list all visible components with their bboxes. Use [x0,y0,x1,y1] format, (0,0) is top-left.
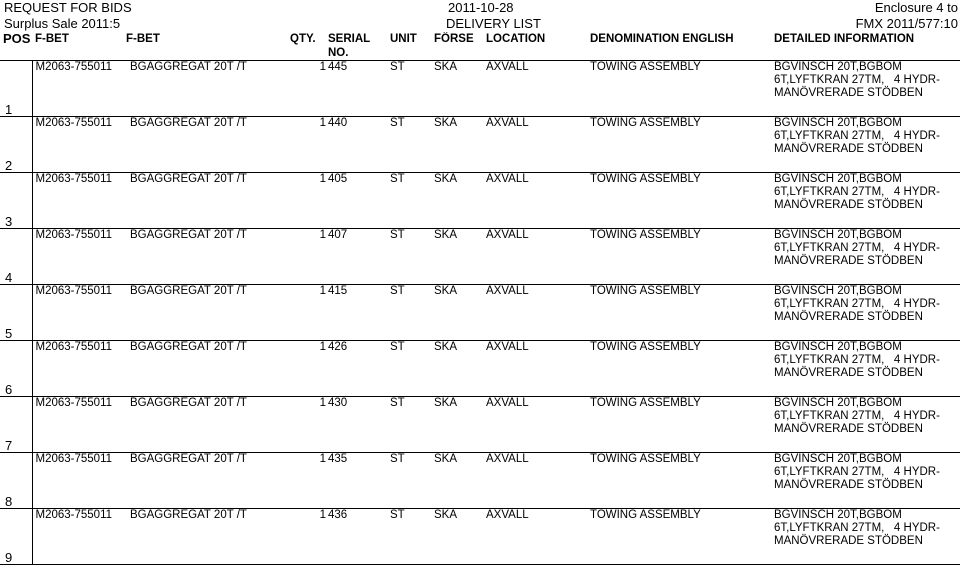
detail-line-3: MANÖVRERADE STÖDBEN [774,423,923,435]
cell-qty: 1 [290,61,328,117]
cell-pos: 3 [0,173,32,229]
col-header-pos: POS [3,32,31,46]
detail-line-1: BGVINSCH 20T,BGBOM [774,453,902,465]
cell-unit: ST [390,453,434,509]
cell-detailed [774,229,960,285]
cell-fbet1: M2063-755011 [32,117,126,173]
col-header-location: LOCATION [486,33,546,45]
table-row [0,285,960,341]
cell-fbet2: BGAGGREGAT 20T /T [126,285,290,341]
cell-forse: SKA [434,341,486,397]
detail-line-2: 6T,LYFTKRAN 27TM, 4 HYDR- [774,522,940,534]
col-header-unit: UNIT [390,33,417,45]
cell-detailed [774,397,960,453]
cell-fbet1: M2063-755011 [32,341,126,397]
cell-denomination: TOWING ASSEMBLY [590,397,774,453]
cell-pos: 7 [0,397,32,453]
table-row [0,341,960,397]
header-left-line1: REQUEST FOR BIDS [4,0,132,15]
cell-fbet2: BGAGGREGAT 20T /T [126,229,290,285]
table-row [0,117,960,173]
cell-unit: ST [390,229,434,285]
detail-line-2: 6T,LYFTKRAN 27TM, 4 HYDR- [774,354,940,366]
cell-fbet1: M2063-755011 [32,61,126,117]
cell-serial: 435 [328,453,390,509]
detail-line-2: 6T,LYFTKRAN 27TM, 4 HYDR- [774,130,940,142]
cell-pos: 5 [0,285,32,341]
cell-fbet2: BGAGGREGAT 20T /T [126,453,290,509]
cell-unit: ST [390,173,434,229]
col-header-qty: QTY. [290,33,316,45]
cell-unit: ST [390,117,434,173]
cell-denomination: TOWING ASSEMBLY [590,341,774,397]
detail-line-2: 6T,LYFTKRAN 27TM, 4 HYDR- [774,466,940,478]
table-row [0,397,960,453]
cell-location: AXVALL [486,509,590,565]
header-right-line1: Enclosure 4 to [874,0,958,15]
col-header-forse: FÖRSE [434,33,474,45]
cell-unit: ST [390,509,434,565]
cell-fbet1: M2063-755011 [32,285,126,341]
detail-line-1: BGVINSCH 20T,BGBOM [774,341,902,353]
cell-location: AXVALL [486,117,590,173]
delivery-list-table [0,32,960,565]
detail-line-3: MANÖVRERADE STÖDBEN [774,143,923,155]
detail-line-3: MANÖVRERADE STÖDBEN [774,311,923,323]
cell-serial: 415 [328,285,390,341]
cell-serial: 436 [328,509,390,565]
cell-qty: 1 [290,117,328,173]
detail-line-3: MANÖVRERADE STÖDBEN [774,479,923,491]
detail-line-2: 6T,LYFTKRAN 27TM, 4 HYDR- [774,186,940,198]
cell-forse: SKA [434,61,486,117]
header-right-line2: FMX 2011/577:10 [855,16,958,31]
table-row [0,61,960,117]
cell-fbet1: M2063-755011 [32,397,126,453]
detail-line-1: BGVINSCH 20T,BGBOM [774,61,902,73]
cell-serial: 407 [328,229,390,285]
col-header-serial: SERIAL NO. [328,33,370,59]
cell-unit: ST [390,397,434,453]
detail-line-3: MANÖVRERADE STÖDBEN [774,255,923,267]
cell-location: AXVALL [486,341,590,397]
cell-forse: SKA [434,509,486,565]
cell-denomination: TOWING ASSEMBLY [590,61,774,117]
cell-detailed [774,285,960,341]
detail-line-3: MANÖVRERADE STÖDBEN [774,87,923,99]
detail-line-2: 6T,LYFTKRAN 27TM, 4 HYDR- [774,242,940,254]
cell-detailed [774,117,960,173]
cell-serial: 405 [328,173,390,229]
cell-unit: ST [390,61,434,117]
table-row [0,453,960,509]
cell-fbet1: M2063-755011 [32,173,126,229]
table-row [0,173,960,229]
detail-line-2: 6T,LYFTKRAN 27TM, 4 HYDR- [774,74,940,86]
cell-location: AXVALL [486,453,590,509]
cell-pos: 9 [0,509,32,565]
cell-forse: SKA [434,173,486,229]
detail-line-3: MANÖVRERADE STÖDBEN [774,535,923,547]
cell-qty: 1 [290,453,328,509]
cell-fbet2: BGAGGREGAT 20T /T [126,397,290,453]
cell-fbet1: M2063-755011 [32,453,126,509]
detail-line-1: BGVINSCH 20T,BGBOM [774,117,902,129]
col-header-fbet1: F-BET [35,33,69,45]
cell-location: AXVALL [486,285,590,341]
detail-line-3: MANÖVRERADE STÖDBEN [774,199,923,211]
detail-line-1: BGVINSCH 20T,BGBOM [774,173,902,185]
cell-location: AXVALL [486,397,590,453]
cell-pos: 1 [0,61,32,117]
cell-pos: 2 [0,117,32,173]
detail-line-1: BGVINSCH 20T,BGBOM [774,229,902,241]
cell-pos: 4 [0,229,32,285]
cell-location: AXVALL [486,229,590,285]
detail-line-2: 6T,LYFTKRAN 27TM, 4 HYDR- [774,410,940,422]
detail-line-3: MANÖVRERADE STÖDBEN [774,367,923,379]
cell-fbet2: BGAGGREGAT 20T /T [126,117,290,173]
detail-line-2: 6T,LYFTKRAN 27TM, 4 HYDR- [774,298,940,310]
cell-serial: 426 [328,341,390,397]
col-header-fbet2: F-BET [126,33,160,45]
cell-forse: SKA [434,285,486,341]
cell-location: AXVALL [486,61,590,117]
table-row [0,509,960,565]
cell-detailed [774,453,960,509]
header-center-line1: 2011-10-28 [448,0,514,15]
cell-qty: 1 [290,173,328,229]
cell-fbet2: BGAGGREGAT 20T /T [126,173,290,229]
cell-detailed [774,173,960,229]
cell-qty: 1 [290,229,328,285]
table-row [0,229,960,285]
cell-denomination: TOWING ASSEMBLY [590,173,774,229]
cell-qty: 1 [290,341,328,397]
cell-denomination: TOWING ASSEMBLY [590,453,774,509]
cell-qty: 1 [290,509,328,565]
col-header-detailed: DETAILED INFORMATION [774,33,915,45]
cell-forse: SKA [434,117,486,173]
detail-line-1: BGVINSCH 20T,BGBOM [774,509,902,521]
cell-denomination: TOWING ASSEMBLY [590,509,774,565]
cell-unit: ST [390,341,434,397]
cell-detailed [774,509,960,565]
col-header-denomination: DENOMINATION ENGLISH [590,33,734,45]
cell-qty: 1 [290,285,328,341]
cell-serial: 440 [328,117,390,173]
cell-denomination: TOWING ASSEMBLY [590,117,774,173]
cell-fbet1: M2063-755011 [32,509,126,565]
table-header-row [0,32,960,61]
cell-unit: ST [390,285,434,341]
cell-fbet2: BGAGGREGAT 20T /T [126,509,290,565]
cell-fbet1: M2063-755011 [32,229,126,285]
cell-serial: 445 [328,61,390,117]
cell-detailed [774,61,960,117]
cell-serial: 430 [328,397,390,453]
cell-forse: SKA [434,453,486,509]
cell-location: AXVALL [486,173,590,229]
cell-denomination: TOWING ASSEMBLY [590,229,774,285]
header-left-line2: Surplus Sale 2011:5 [4,16,121,31]
cell-forse: SKA [434,229,486,285]
cell-fbet2: BGAGGREGAT 20T /T [126,61,290,117]
cell-pos: 8 [0,453,32,509]
cell-qty: 1 [290,397,328,453]
header-center-line2: DELIVERY LIST [446,16,541,31]
cell-forse: SKA [434,397,486,453]
cell-fbet2: BGAGGREGAT 20T /T [126,341,290,397]
cell-pos: 6 [0,341,32,397]
cell-detailed [774,341,960,397]
detail-line-1: BGVINSCH 20T,BGBOM [774,285,902,297]
cell-denomination: TOWING ASSEMBLY [590,285,774,341]
detail-line-1: BGVINSCH 20T,BGBOM [774,397,902,409]
